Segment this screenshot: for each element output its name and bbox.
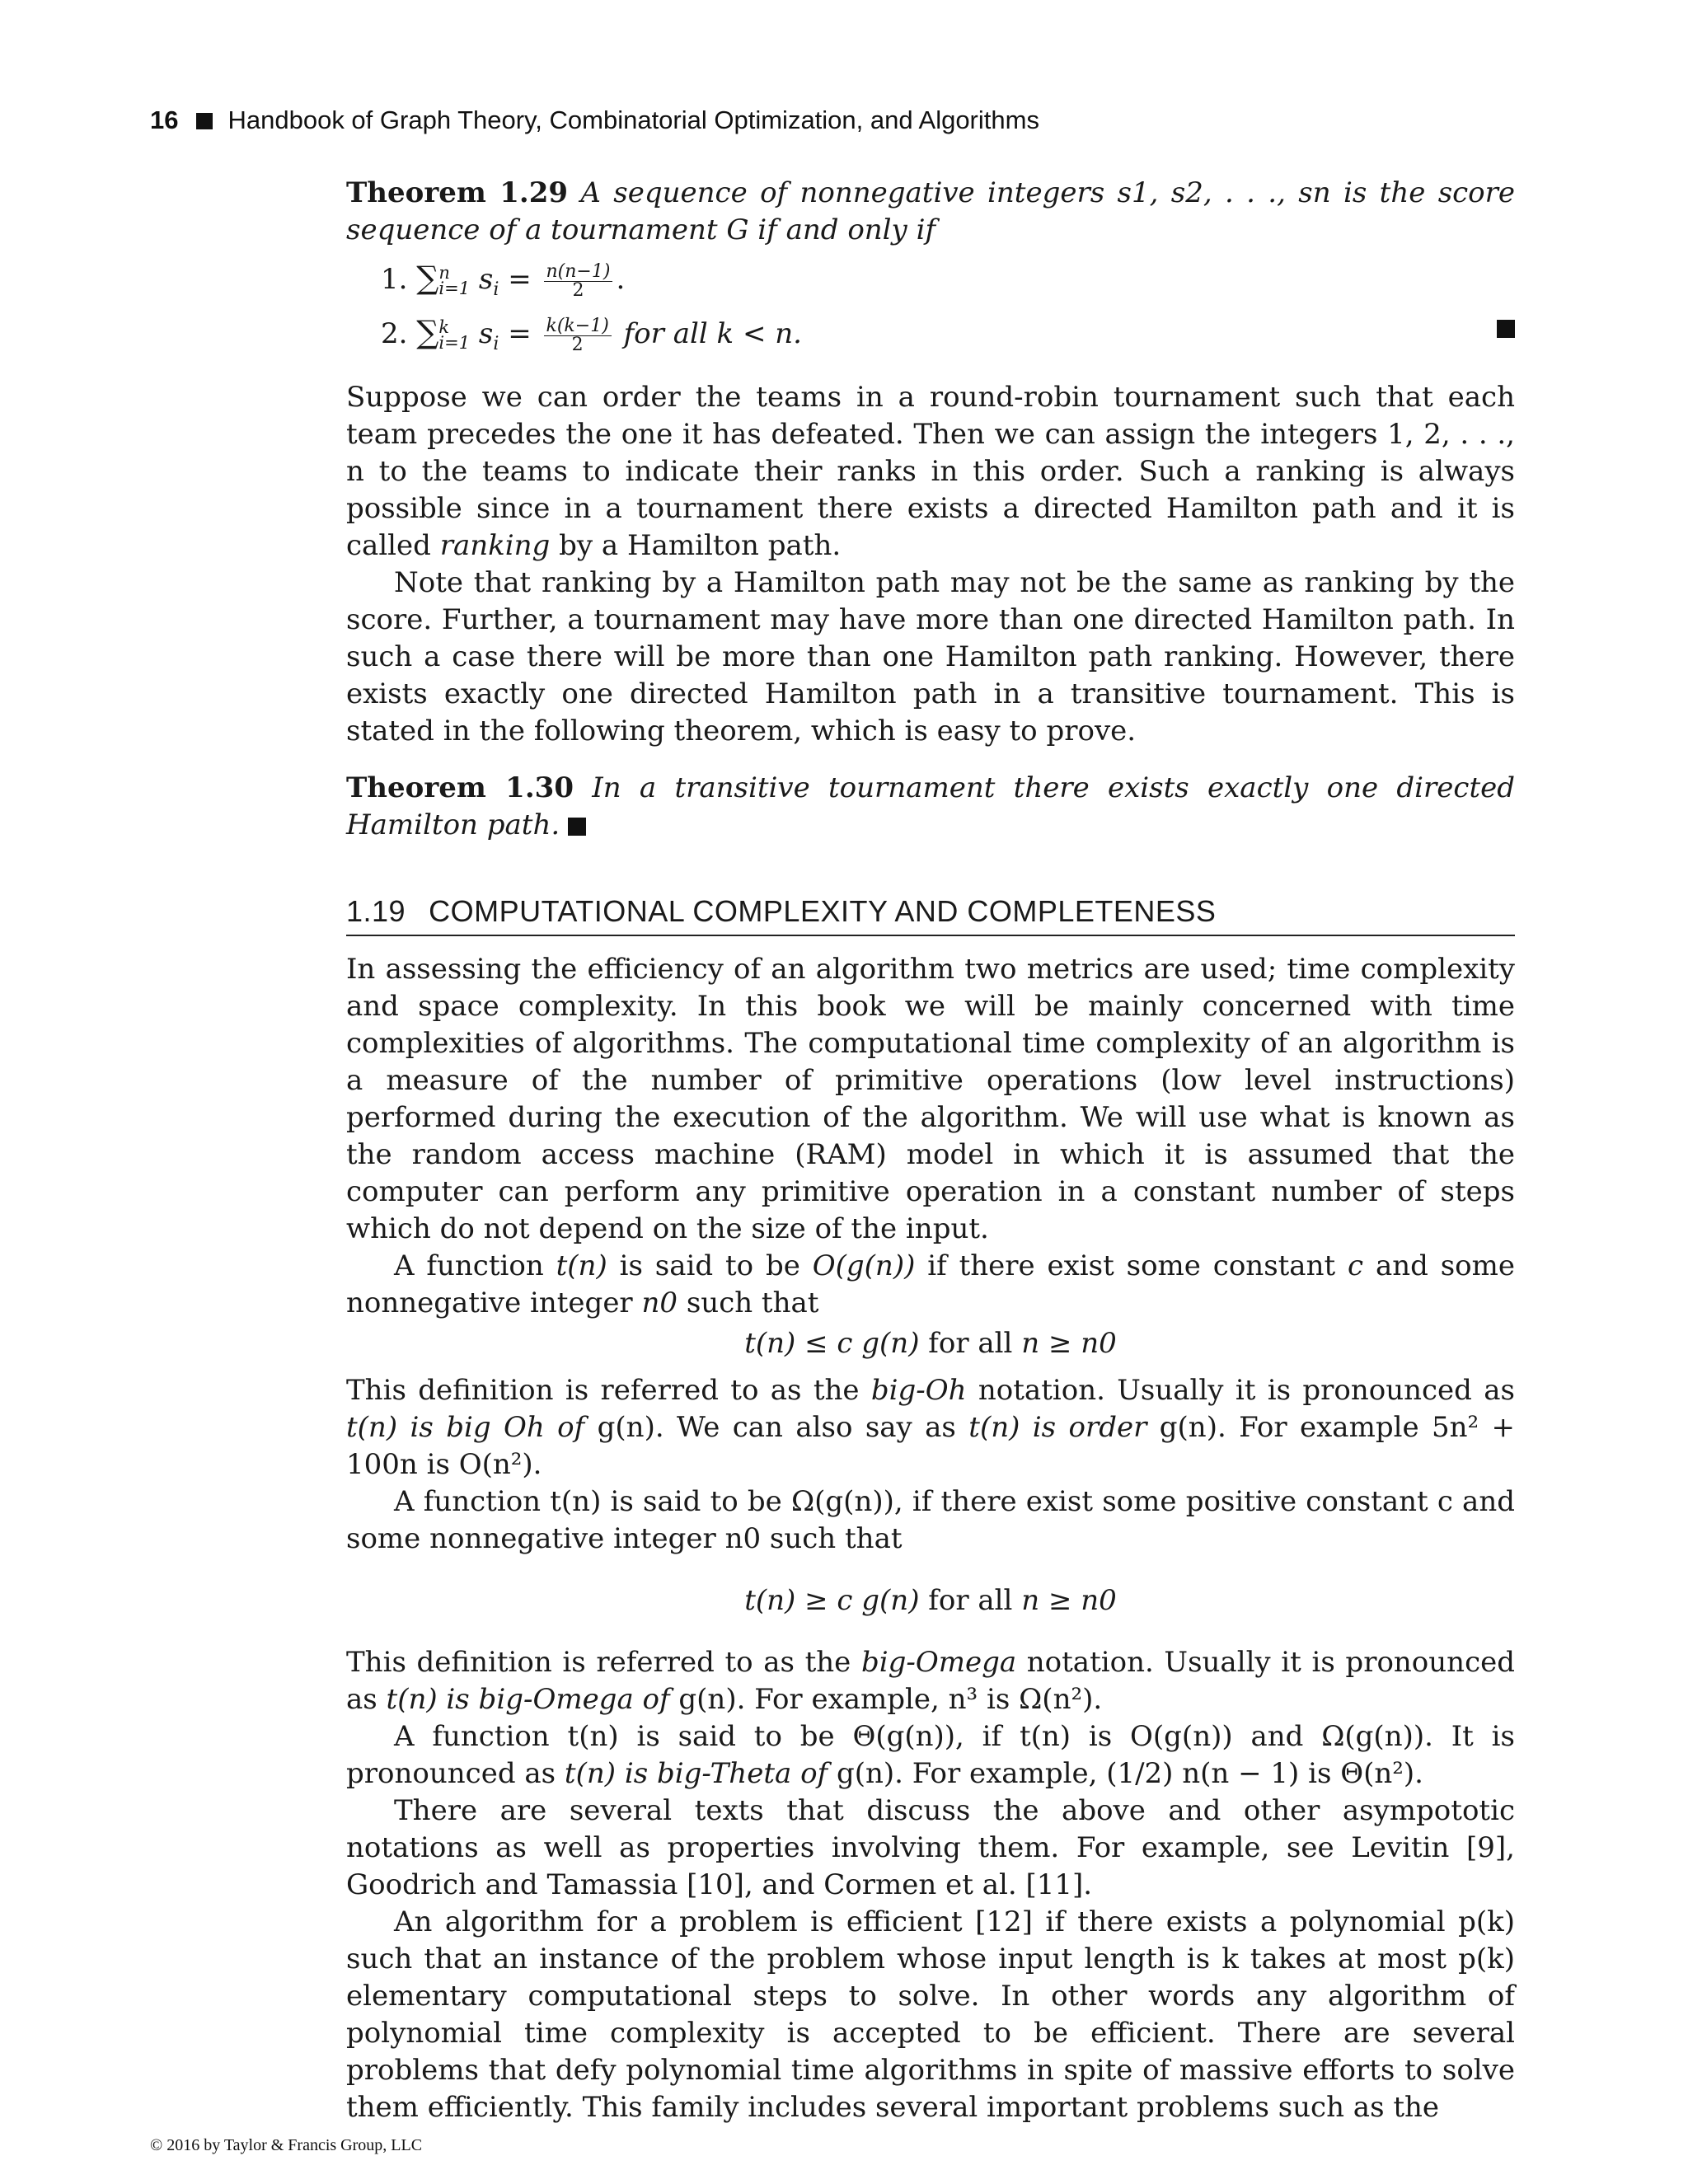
- page-body: [346, 175, 1515, 2126]
- qed-square-icon: [568, 818, 586, 836]
- paragraph-efficient: An algorithm for a problem is efficient [12] if there exists a polynomial p(k) such that an instance of the problem whose input length is k takes at most p(k) elementary computational steps to solve. In other words any algorithm of polynomial time complexity is accepted to be efficient. There are several problems that defy polynomial time algorithms in spite of massive efforts to solve them efficiently. This family includes several important problems such as the: [346, 1905, 1515, 2124]
- theorem-statement-b: is the score sequence of a tournament G if and only if: [346, 176, 1516, 246]
- theorem-statement-a: A sequence of nonnegative integers: [580, 176, 1105, 209]
- display-equation-big-oh: t(n) ≤ c g(n) for all n ≥ n0: [744, 1327, 1117, 1360]
- theorem-label: Theorem 1.29: [346, 176, 569, 209]
- sequence-symbols: s1, s2, . . ., sn: [1117, 176, 1331, 209]
- cond1-frac-num: n(n−1): [544, 263, 613, 282]
- cond1-frac-den: 2: [572, 279, 584, 301]
- running-header: [150, 104, 1518, 137]
- paragraph-big-omega-notation: This definition is referred to as the big-Omega notation. Usually it is pronounced as t(n) is big-Omega of g(n). For example, n³ is Ω(n²).: [346, 1646, 1515, 1716]
- page-number: 16: [150, 105, 179, 134]
- copyright-footer: © 2016 by Taylor & Francis Group, LLC: [150, 2136, 423, 2154]
- cond2-frac-den: 2: [571, 334, 584, 355]
- theorem-statement: In a transitive tournament there exists exactly one directed Hamilton path.: [346, 771, 1516, 841]
- paragraph-big-omega-def: A function t(n) is said to be Ω(g(n)), if there exist some positive constant c and some nonnegative integer n0 such that: [346, 1485, 1515, 1555]
- paragraph-complexity: In assessing the efficiency of an algorithm two metrics are used; time complexity and space complexity. In this book we will be mainly concerned with time complexities of algorithms. The computational time complexity of an algorithm is a measure of the number of primitive operations (low level instructions) performed during the execution of the algorithm. We will use what is known as the random access machine (RAM) model in which it is assumed that the computer can perform any primitive operation in a constant number of steps which do not depend on the size of the input.: [346, 953, 1515, 1245]
- paragraph-big-theta: A function t(n) is said to be Θ(g(n)), if t(n) is O(g(n)) and Ω(g(n)). It is pronounced as t(n) is big-Theta of g(n). For example, (1/2) n(n − 1) is Θ(n²).: [346, 1720, 1515, 1790]
- section-number: 1.19: [346, 894, 406, 928]
- condition-2: 2. ∑ k i=1 $s_i$ = $\frac{k(k-1)}{2}$ for all k < n.: [381, 312, 1515, 354]
- cond2-tail: for all k < n.: [623, 317, 802, 350]
- condition-1: 1. ∑ n i=1 $s_i$ = $\frac{n(n-1)}{2}$ .: [381, 260, 626, 301]
- qed-square-icon: [1497, 320, 1515, 338]
- book-title: Handbook of Graph Theory, Combinatorial Optimization, and Algorithms: [227, 105, 1039, 134]
- theorem-conditions: [346, 257, 1515, 354]
- paragraph-texts: There are several texts that discuss the above and other asympototic notations as well as properties involving them. For example, see Levitin [9], Goodrich and Tamassia [10], and Cormen et al. [11].: [346, 1794, 1515, 1901]
- section-heading: [346, 893, 1515, 936]
- theorem-1-29: [346, 175, 1515, 249]
- cond2-frac-num: k(k−1): [544, 317, 612, 336]
- theorem-1-30: [346, 770, 1515, 844]
- display-equation-big-omega: t(n) ≥ c g(n) for all n ≥ n0: [744, 1584, 1117, 1617]
- paragraph-big-oh-def: A function t(n) is said to be O(g(n)) if there exist some constant c and some nonnegative integer n0 such that: [346, 1249, 1516, 1319]
- paragraph-ranking: Suppose we can order the teams in a round-robin tournament such that each team precedes the one it has defeated. Then we can assign the integers 1, 2, . . ., n to the teams to indicate their ranks in this order. Such a ranking is always possible since in a tournament there exists a directed Hamilton path and it is called ranking by a Hamilton path.: [346, 381, 1515, 562]
- square-bullet-icon: [196, 113, 213, 129]
- paragraph-hamilton-note: Note that ranking by a Hamilton path may not be the same as ranking by the score. Further, a tournament may have more than one directed Hamilton path. In such a case there will be more than one Hamilton path ranking. However, there exists exactly one directed Hamilton path in a transitive tournament. This is stated in the following theorem, which is easy to prove.: [346, 566, 1515, 748]
- section-title: COMPUTATIONAL COMPLEXITY AND COMPLETENESS: [429, 894, 1217, 928]
- theorem-label: Theorem 1.30: [346, 771, 574, 804]
- paragraph-big-oh-notation: This definition is referred to as the big-Oh notation. Usually it is pronounced as t(n) is big Oh of g(n). We can also say as t(n) is order g(n). For example 5n² + 100n is O(n²).: [346, 1374, 1516, 1481]
